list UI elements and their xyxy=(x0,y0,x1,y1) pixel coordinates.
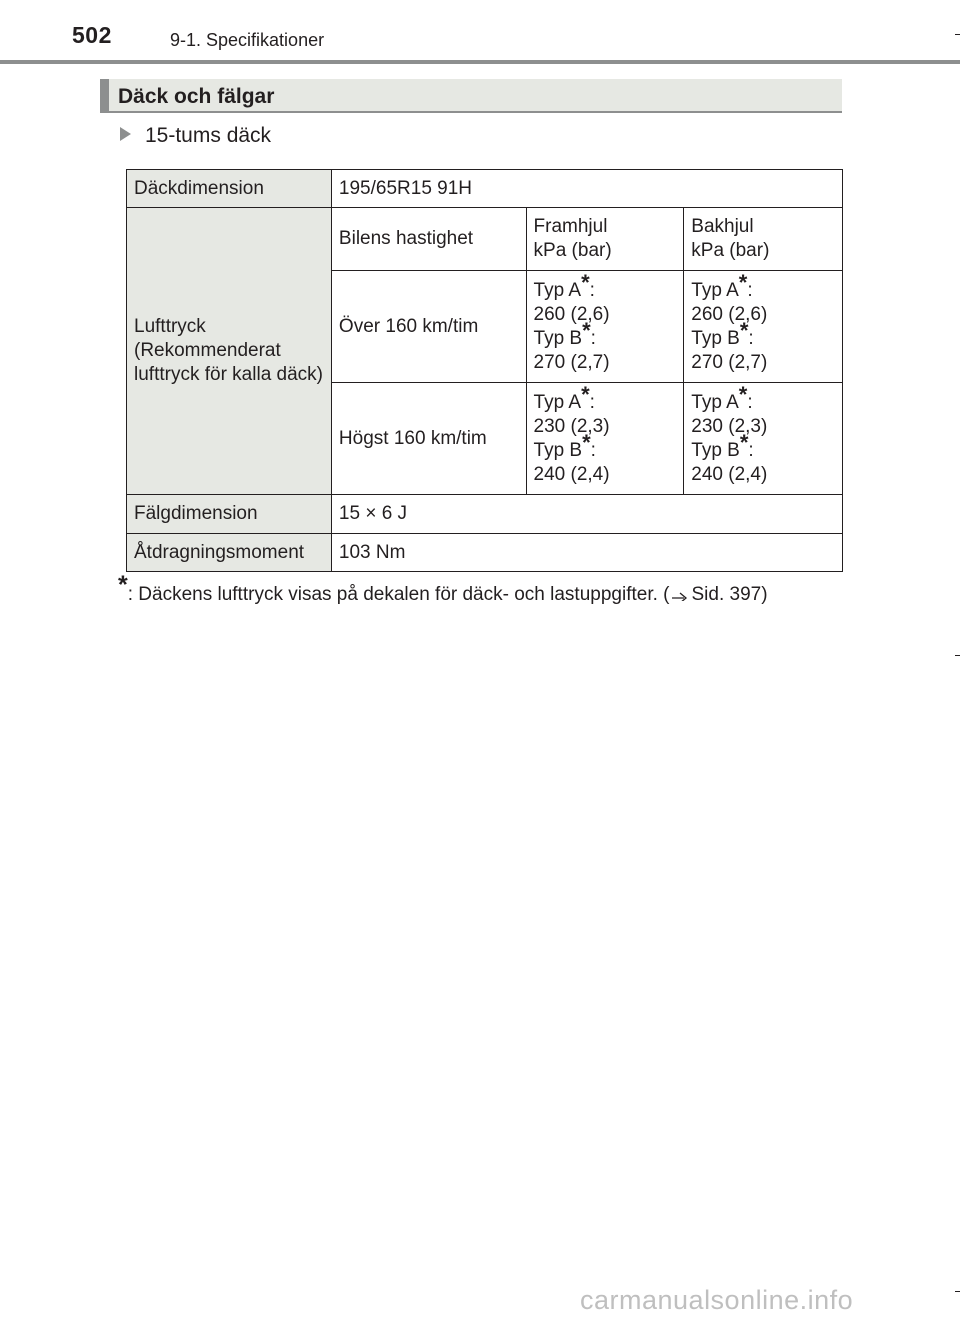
type-b-label: Typ B xyxy=(691,327,740,349)
col-speed-header: Bilens hastighet xyxy=(331,208,526,271)
table-row xyxy=(127,170,843,208)
asterisk-icon: * xyxy=(581,381,590,407)
type-b-label: Typ B xyxy=(533,439,583,461)
type-a-value: 230 (2,3) xyxy=(533,415,610,437)
col-rear-label: Bakhjul xyxy=(691,216,754,237)
type-b-label: Typ B xyxy=(533,327,583,349)
type-a-label: Typ A xyxy=(533,391,582,413)
asterisk-icon: * xyxy=(738,381,748,407)
speed-cell: Högst 160 km/tim xyxy=(331,383,526,495)
asterisk-icon: * xyxy=(582,429,591,455)
col-front-header xyxy=(526,208,684,271)
running-header: 9-1. Specifikationer xyxy=(170,30,325,50)
type-a-value: 230 (2,3) xyxy=(691,415,768,437)
rim-size-value: 15 × 6 J xyxy=(331,495,842,534)
crop-mark xyxy=(955,1291,960,1292)
footnote-text: : Däckens lufttryck visas på dekalen för däck- och lastuppgifter. ( xyxy=(127,584,670,605)
section-title xyxy=(100,79,842,113)
asterisk-icon: * xyxy=(738,269,748,295)
type-b-value: 270 (2,7) xyxy=(533,351,610,373)
pressure-label: Lufttryck (Rekommenderat lufttryck för kalla däck) xyxy=(127,208,332,495)
torque-label: Åtdragningsmoment xyxy=(127,534,332,572)
header-rule xyxy=(0,60,960,64)
section-title-bar xyxy=(100,79,109,111)
footnote xyxy=(118,571,768,606)
type-a-value: 260 (2,6) xyxy=(533,303,610,325)
type-a-label: Typ A xyxy=(533,279,582,301)
front-pressure-cell: Typ A*: 230 (2,3) Typ B*: 240 (2,4) xyxy=(526,383,684,495)
type-a-label: Typ A xyxy=(691,279,739,301)
col-front-label: Framhjul xyxy=(533,216,608,237)
front-pressure-cell: Typ A*: 260 (2,6) Typ B*: 270 (2,7) xyxy=(526,271,684,383)
col-front-unit: kPa (bar) xyxy=(533,240,612,261)
speed-cell: Över 160 km/tim xyxy=(331,271,526,383)
asterisk-icon: * xyxy=(582,317,591,343)
type-b-value: 240 (2,4) xyxy=(691,463,768,485)
crop-mark xyxy=(955,34,960,35)
rim-size-label: Fälgdimension xyxy=(127,495,332,534)
spec-table xyxy=(126,169,843,572)
page-number: 502 xyxy=(72,22,112,48)
footnote-ref-link[interactable]: Sid. 397) xyxy=(691,584,768,605)
subheading xyxy=(120,124,271,148)
rear-pressure-cell: Typ A*: 260 (2,6) Typ B*: 270 (2,7) xyxy=(684,271,843,383)
footnote-asterisk-icon: * xyxy=(118,571,128,599)
table-row xyxy=(127,534,843,572)
tire-size-value: 195/65R15 91H xyxy=(331,170,842,208)
subheading-label: 15-tums däck xyxy=(145,124,272,147)
crop-mark xyxy=(955,655,960,656)
type-b-label: Typ B xyxy=(691,439,740,461)
section-title-label: Däck och fälgar xyxy=(118,85,275,108)
tire-size-label: Däckdimension xyxy=(127,170,332,208)
col-rear-unit: kPa (bar) xyxy=(691,240,770,261)
col-rear-header xyxy=(684,208,843,271)
arrow-right-icon xyxy=(671,589,691,601)
type-b-value: 240 (2,4) xyxy=(533,463,610,485)
type-a-label: Typ A xyxy=(691,391,739,413)
asterisk-icon: * xyxy=(581,269,590,295)
asterisk-icon: * xyxy=(739,429,749,455)
table-row xyxy=(127,208,843,271)
watermark: carmanualsonline.info xyxy=(580,1285,854,1315)
type-a-value: 260 (2,6) xyxy=(691,303,768,325)
triangle-bullet-icon xyxy=(120,127,131,141)
table-row xyxy=(127,495,843,534)
torque-value: 103 Nm xyxy=(331,534,842,572)
asterisk-icon: * xyxy=(739,317,749,343)
type-b-value: 270 (2,7) xyxy=(691,351,768,373)
rear-pressure-cell: Typ A*: 230 (2,3) Typ B*: 240 (2,4) xyxy=(684,383,843,495)
